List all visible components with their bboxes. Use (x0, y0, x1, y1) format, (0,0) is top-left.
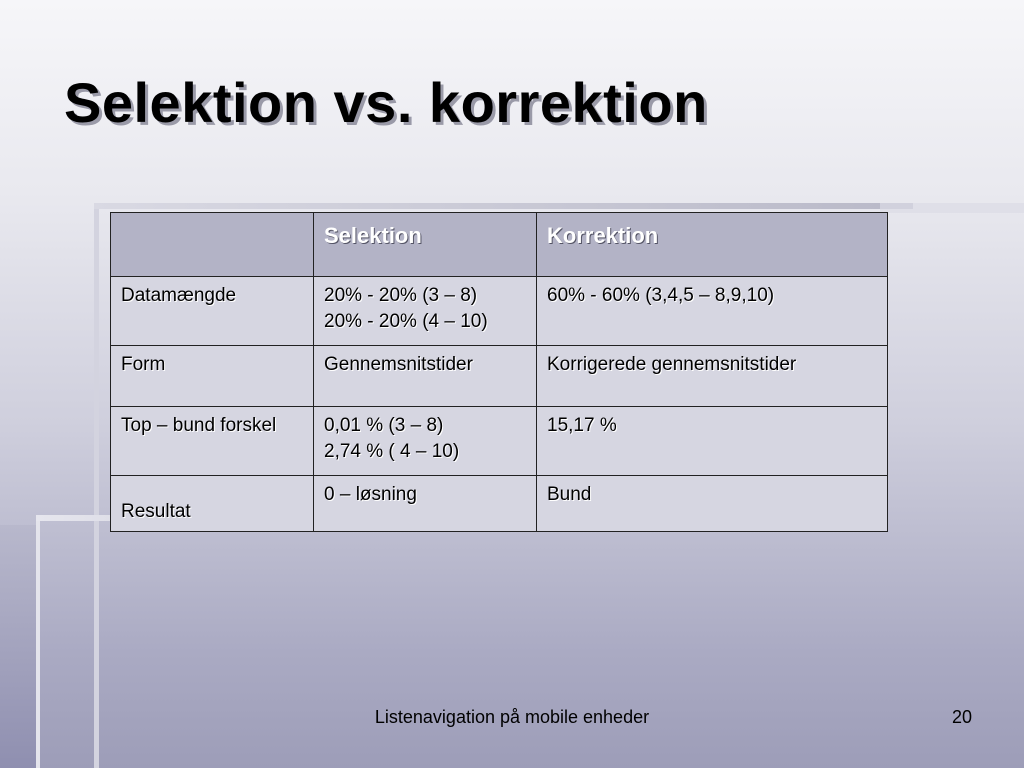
decorative-left-band (0, 525, 36, 768)
cell-line: 0,01 % (3 – 8) (324, 415, 444, 436)
decorative-horizontal-line (880, 203, 1024, 213)
selektion-cell (314, 407, 537, 476)
korrektion-cell (537, 407, 888, 476)
selektion-cell (314, 476, 537, 532)
row-label: Form (111, 346, 314, 407)
decorative-vertical-line (94, 205, 99, 768)
row-label: Resultat (111, 476, 314, 532)
cell-line: 0 – løsning (324, 484, 417, 505)
table-row (111, 407, 888, 476)
decorative-vertical-line (36, 518, 40, 768)
comparison-table (110, 212, 888, 532)
slide-title: Selektion vs. korrektion (64, 71, 708, 134)
footer-text: Listenavigation på mobile enheder (374, 707, 650, 727)
cell-line: 20% - 20% (4 – 10) (324, 311, 488, 332)
cell-line: Bund (547, 484, 592, 505)
table-row (111, 476, 888, 532)
korrektion-cell (537, 476, 888, 532)
page-number: 20 (952, 707, 973, 727)
korrektion-cell (537, 346, 888, 407)
row-label: Datamængde (111, 277, 314, 346)
table-header-empty (111, 213, 314, 277)
row-label: Top – bund forskel (111, 407, 314, 476)
korrektion-cell (537, 277, 888, 346)
cell-line: 2,74 % ( 4 – 10) (324, 441, 460, 462)
table-header-korrektion: Korrektion (537, 213, 888, 277)
selektion-cell (314, 346, 537, 407)
table-header-selektion: Selektion (314, 213, 537, 277)
cell-line: Korrigerede gennemsnitstider (547, 354, 797, 375)
cell-line: 60% - 60% (3,4,5 – 8,9,10) (547, 285, 775, 306)
cell-line: 20% - 20% (3 – 8) (324, 285, 478, 306)
table-row (111, 346, 888, 407)
table-header-row (111, 213, 888, 277)
selektion-cell (314, 277, 537, 346)
decorative-horizontal-line (94, 203, 913, 209)
cell-line: Gennemsnitstider (324, 354, 473, 375)
cell-line: 15,17 % (547, 415, 617, 436)
table-row (111, 277, 888, 346)
